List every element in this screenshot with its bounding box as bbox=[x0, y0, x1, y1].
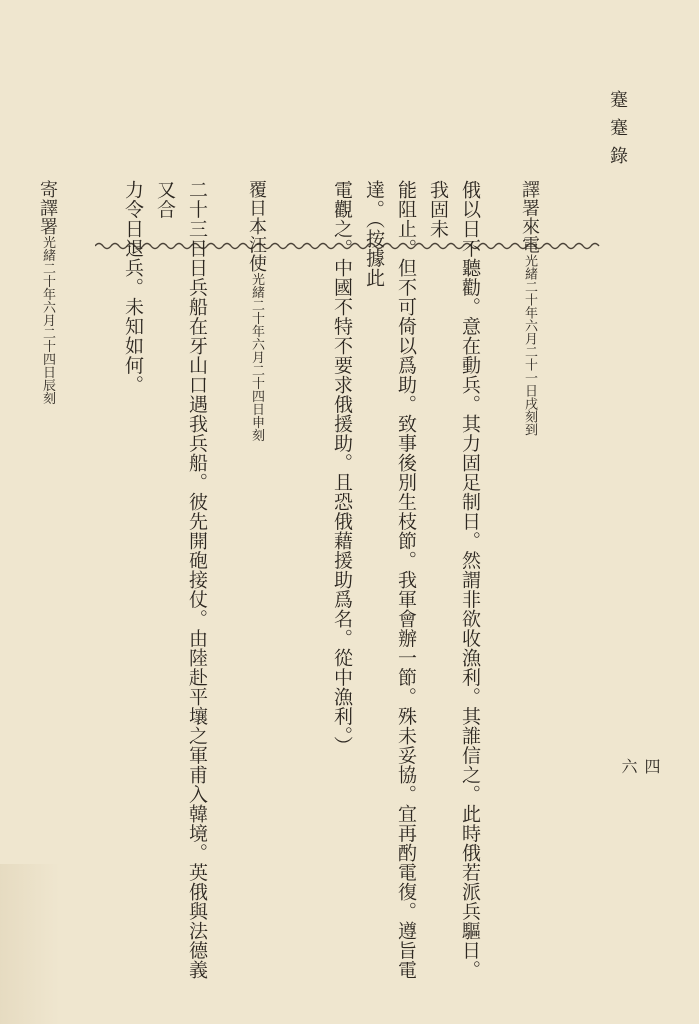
heading-title: 譯署來電 bbox=[519, 180, 540, 254]
heading-title: 寄譯署 bbox=[37, 180, 58, 236]
page-number: 四六 bbox=[619, 758, 661, 776]
heading-date-note: 光緒二十年六月二十四日申刻 bbox=[249, 272, 264, 442]
section-heading bbox=[513, 180, 599, 990]
vertical-text-body bbox=[37, 180, 599, 990]
text-column: 力令日退兵。未知如何。 bbox=[122, 180, 144, 395]
text-column: 能阻止。但不可倚以爲助。致事後別生枝節。我軍會辦一節。殊未妥協。宜再酌電復。遵旨電達。（按據此 bbox=[363, 180, 417, 980]
heading-date-note: 光緒二十年六月二十四日辰刻 bbox=[40, 235, 55, 405]
text-column: 電觀之。中國不特不要求俄援助。且恐俄藉援助爲名。從中漁利。） bbox=[331, 180, 353, 756]
book-title: 蹇蹇錄 bbox=[607, 90, 628, 174]
section-heading bbox=[240, 180, 326, 990]
paper-stain bbox=[0, 864, 60, 1024]
text-column: 二十三日日兵船在牙山口遇我兵船。彼先開砲接仗。由陸赴平壤之軍甫入韓境。英俄與法德義又合 bbox=[154, 180, 208, 980]
text-column: 俄以日不聽勸。意在動兵。其力固足制日。然謂非欲收漁利。其誰信之。此時俄若派兵驅日。我固未 bbox=[427, 180, 481, 980]
heading-title: 覆日本汪使 bbox=[246, 180, 267, 273]
heading-date-note: 光緒二十年六月二十一日戌刻到 bbox=[522, 254, 537, 436]
